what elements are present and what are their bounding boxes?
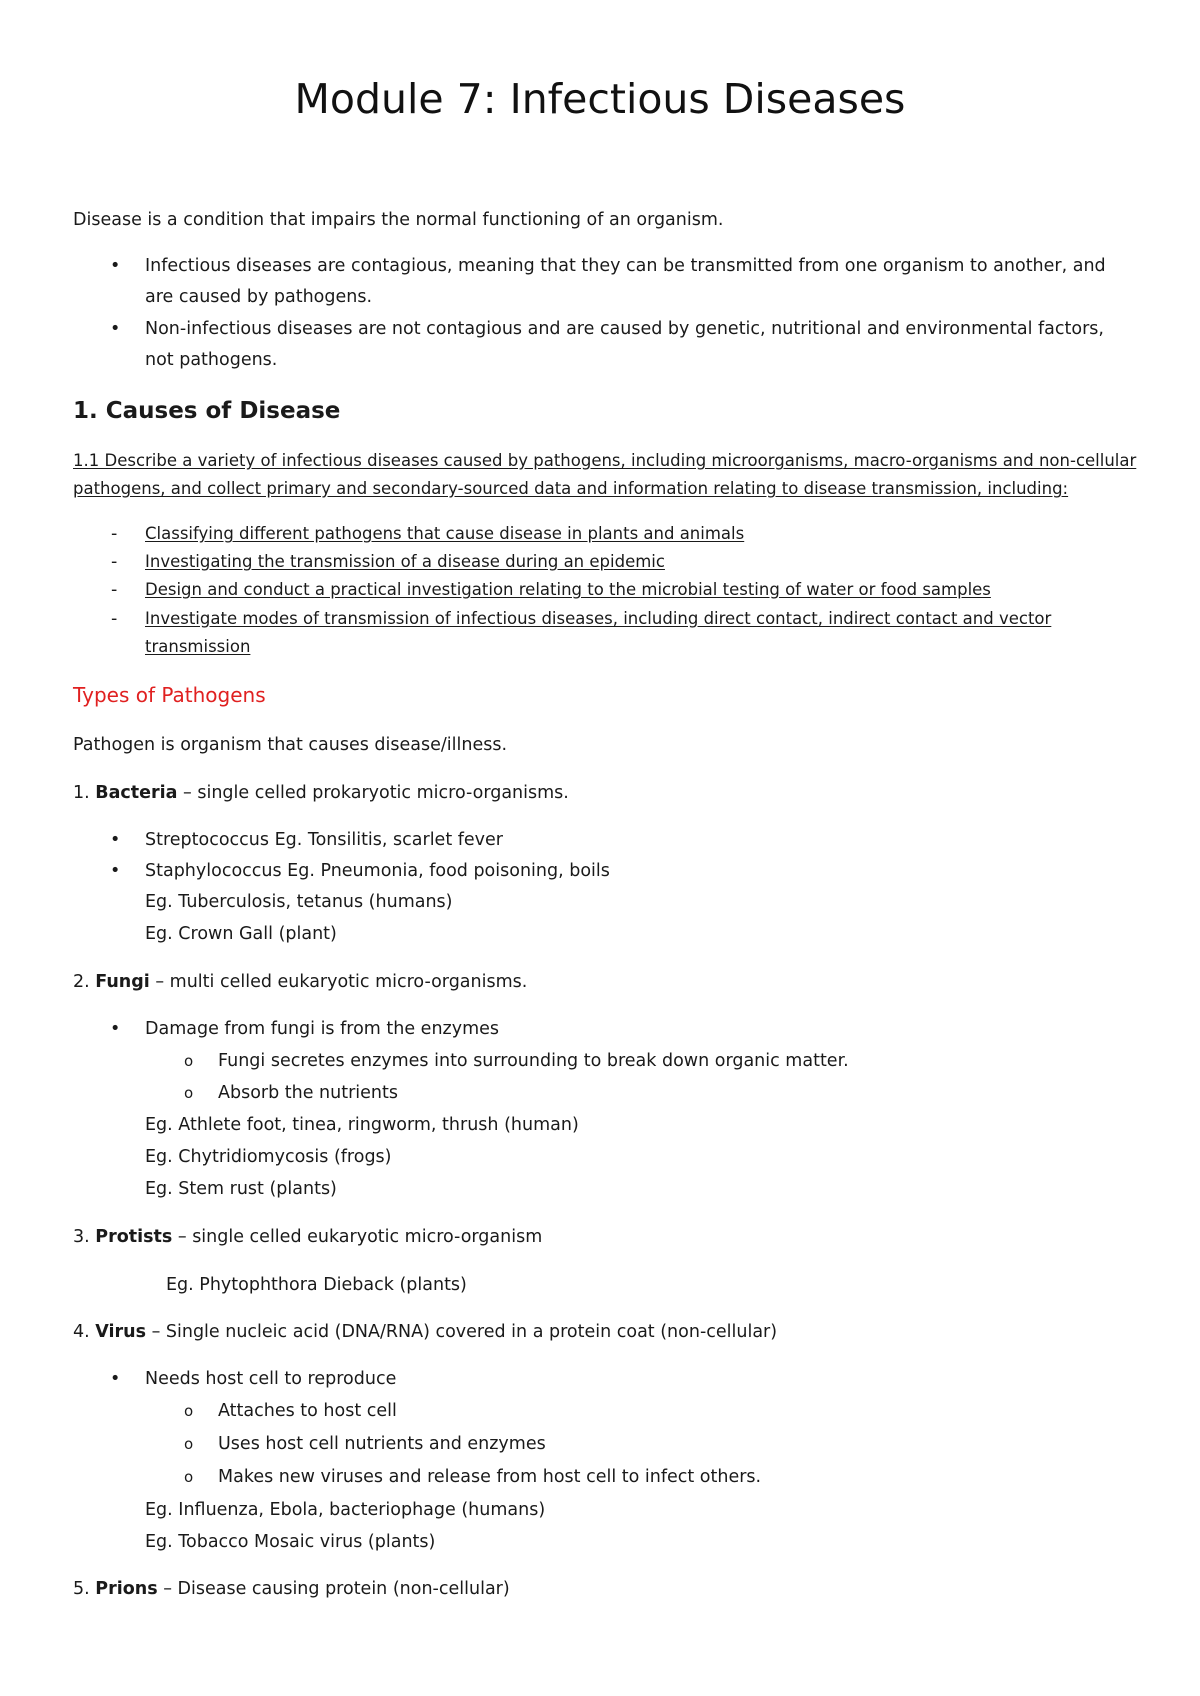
sub-bullet-icon: o (184, 1468, 194, 1486)
dash-item-2: Investigating the transmission of a disease during an epidemic (145, 552, 665, 571)
protists-heading: 3. Protists – single celled eukaryotic micro-organism (73, 1227, 543, 1247)
fungi-heading: 2. Fungi – multi celled eukaryotic micro-organisms. (73, 972, 528, 992)
fungi-example-2: Eg. Chytridiomycosis (frogs) (145, 1147, 392, 1167)
pathogen-definition: Pathogen is organism that causes disease/illness. (73, 735, 508, 755)
dash-item-3: Design and conduct a practical investigation relating to the microbial testing of water or food samples (145, 580, 991, 599)
fungi-sub-2: Absorb the nutrients (218, 1083, 398, 1103)
prions-heading: 5. Prions – Disease causing protein (non-cellular) (73, 1579, 510, 1599)
bullet-icon: • (110, 1019, 121, 1039)
bacteria-example-1: Eg. Tuberculosis, tetanus (humans) (145, 892, 453, 912)
outcome-line-2: pathogens, and collect primary and secondary-sourced data and information relating to disease transmission, including: (73, 479, 1069, 498)
bullet-icon: • (110, 256, 121, 276)
sub-bullet-icon: o (184, 1402, 194, 1420)
bullet-icon: • (110, 319, 121, 339)
intro-bullet-1-line2: are caused by pathogens. (145, 287, 373, 307)
bullet-icon: • (110, 861, 121, 881)
dash-icon: - (111, 552, 118, 572)
dash-icon: - (111, 580, 118, 600)
bacteria-bullet-2: Staphylococcus Eg. Pneumonia, food poisoning, boils (145, 861, 610, 881)
dash-item-4-line2: transmission (145, 637, 251, 656)
bacteria-example-2: Eg. Crown Gall (plant) (145, 924, 337, 944)
sub-bullet-icon: o (184, 1435, 194, 1453)
subsection-heading: Types of Pathogens (73, 683, 266, 707)
virus-example-2: Eg. Tobacco Mosaic virus (plants) (145, 1532, 436, 1552)
outcome-line-1: 1.1 Describe a variety of infectious diseases caused by pathogens, including microorganisms, macro-organisms and non-cellular (73, 451, 1137, 470)
dash-item-4: Investigate modes of transmission of infectious diseases, including direct contact, indirect contact and vector (145, 609, 1052, 628)
fungi-sub-1: Fungi secretes enzymes into surrounding to break down organic matter. (218, 1051, 849, 1071)
sub-bullet-icon: o (184, 1084, 194, 1102)
intro-bullet-2-line1: Non-infectious diseases are not contagious and are caused by genetic, nutritional and environmental factors, (145, 319, 1104, 339)
intro-bullet-1-line1: Infectious diseases are contagious, meaning that they can be transmitted from one organism to another, and (145, 256, 1106, 276)
virus-heading: 4. Virus – Single nucleic acid (DNA/RNA) covered in a protein coat (non-cellular) (73, 1322, 778, 1342)
intro-bullet-2-line2: not pathogens. (145, 350, 278, 370)
sub-bullet-icon: o (184, 1052, 194, 1070)
bacteria-heading: 1. Bacteria – single celled prokaryotic micro-organisms. (73, 783, 569, 803)
fungi-example-1: Eg. Athlete foot, tinea, ringworm, thrush (human) (145, 1115, 579, 1135)
intro-text: Disease is a condition that impairs the normal functioning of an organism. (73, 210, 724, 230)
protists-example: Eg. Phytophthora Dieback (plants) (166, 1275, 467, 1295)
virus-sub-1: Attaches to host cell (218, 1401, 397, 1421)
fungi-bullet: Damage from fungi is from the enzymes (145, 1019, 500, 1039)
virus-bullet: Needs host cell to reproduce (145, 1369, 397, 1389)
virus-sub-3: Makes new viruses and release from host cell to infect others. (218, 1467, 762, 1487)
bacteria-bullet-1: Streptococcus Eg. Tonsilitis, scarlet fever (145, 830, 503, 850)
dash-icon: - (111, 609, 118, 629)
fungi-example-3: Eg. Stem rust (plants) (145, 1179, 337, 1199)
virus-sub-2: Uses host cell nutrients and enzymes (218, 1434, 546, 1454)
page-title: Module 7: Infectious Diseases (294, 75, 906, 123)
virus-example-1: Eg. Influenza, Ebola, bacteriophage (humans) (145, 1500, 546, 1520)
dash-icon: - (111, 524, 118, 544)
bullet-icon: • (110, 1369, 121, 1389)
section-heading: 1. Causes of Disease (73, 398, 341, 424)
bullet-icon: • (110, 830, 121, 850)
dash-item-1: Classifying different pathogens that cause disease in plants and animals (145, 524, 745, 543)
